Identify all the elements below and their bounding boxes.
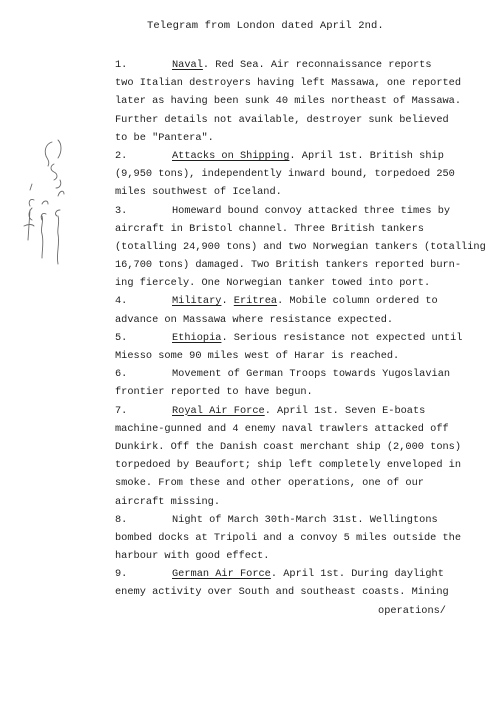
text-line: frontier reported to have begun. (115, 386, 313, 399)
paragraph-1-line-1: 1. Naval. Red Sea. Air reconnaissance reports (115, 56, 460, 74)
text-line: enemy activity over South and southeast coasts. Mining (115, 586, 449, 599)
section-heading: Attacks on Shipping (172, 149, 290, 162)
text-line: Dunkirk. Off the Danish coast merchant ship (2,000 tons) (115, 440, 462, 453)
paragraph-number: 8. (115, 513, 128, 526)
text-line: (9,950 tons), independently inward bound, torpedoed 250 (115, 168, 455, 181)
text-line: later as having been sunk 40 miles northeast of Massawa. (115, 95, 462, 108)
paragraph-9-line-1: 9. German Air Force. April 1st. During daylight (115, 565, 460, 583)
text-line: machine-gunned and 4 enemy naval trawlers attacked off (115, 422, 449, 435)
paragraph-number: 3. (115, 204, 128, 217)
text-line: Further details not available, destroyer sunk believed (115, 113, 449, 126)
section-heading: Naval (172, 59, 203, 71)
handwritten-margin-annotation (14, 130, 74, 280)
text-line: (totalling 24,900 tons) and two Norwegian tankers (totalling (115, 240, 486, 253)
paragraph-number: 6. (115, 368, 128, 381)
text-line: two Italian destroyers having left Massawa, one reported (115, 77, 462, 90)
paragraph-number: 5. (115, 331, 128, 344)
paragraph-8-line-1: 8. Night of March 30th-March 31st. Wellingtons (115, 511, 460, 529)
section-heading: Ethiopia (172, 331, 222, 344)
text-line: bombed docks at Tripoli and a convoy 5 miles outside the (115, 531, 462, 544)
text-line: Miesso some 90 miles west of Harar is reached. (115, 350, 400, 362)
paragraph-number: 1. (115, 59, 128, 71)
paragraph-number: 9. (115, 568, 128, 581)
text-line: harbour with good effect. (115, 550, 270, 563)
continuation-line: operations/ (378, 604, 446, 617)
text-line: miles southwest of Iceland. (115, 186, 282, 199)
text-line: torpedoed by Beaufort; ship left completely enveloped in (115, 459, 462, 472)
text-line: advance on Massawa where resistance expected. (115, 313, 394, 326)
paragraph-2-line-1: 2. Attacks on Shipping. April 1st. British ship (115, 147, 460, 165)
paragraph-5-line-1: 5. Ethiopia. Serious resistance not expected until (115, 329, 460, 347)
section-heading: German Air Force (172, 568, 271, 581)
text-line: ing fiercely. One Norwegian tanker towed into port. (115, 277, 431, 290)
paragraph-6-line-1: 6. Movement of German Troops towards Yugoslavian (115, 365, 460, 383)
text-line: aircraft in Bristol channel. Three British tankers (115, 222, 424, 235)
document-title: Telegram from London dated April 2nd. (147, 20, 384, 32)
paragraph-number: 2. (115, 149, 128, 162)
paragraph-number: 7. (115, 404, 128, 417)
text-line: aircraft missing. (115, 495, 221, 508)
text-line: smoke. From these and other operations, one of our (115, 477, 424, 490)
text-line: to be "Pantera". (115, 131, 214, 144)
text-line: 16,700 tons) damaged. Two British tankers reported burn- (115, 259, 462, 272)
paragraph-number: 4. (115, 295, 128, 308)
section-heading: Military (172, 295, 222, 308)
paragraph-4-line-1: 4. Military. Eritrea. Mobile column ordered to (115, 292, 460, 310)
subsection-heading: Eritrea (233, 295, 278, 308)
paragraph-3-line-1: 3. Homeward bound convoy attacked three times by (115, 202, 460, 220)
telegram-body (115, 56, 486, 620)
section-heading: Royal Air Force (172, 404, 265, 417)
paragraph-7-line-1: 7. Royal Air Force. April 1st. Seven E-boats (115, 402, 460, 420)
